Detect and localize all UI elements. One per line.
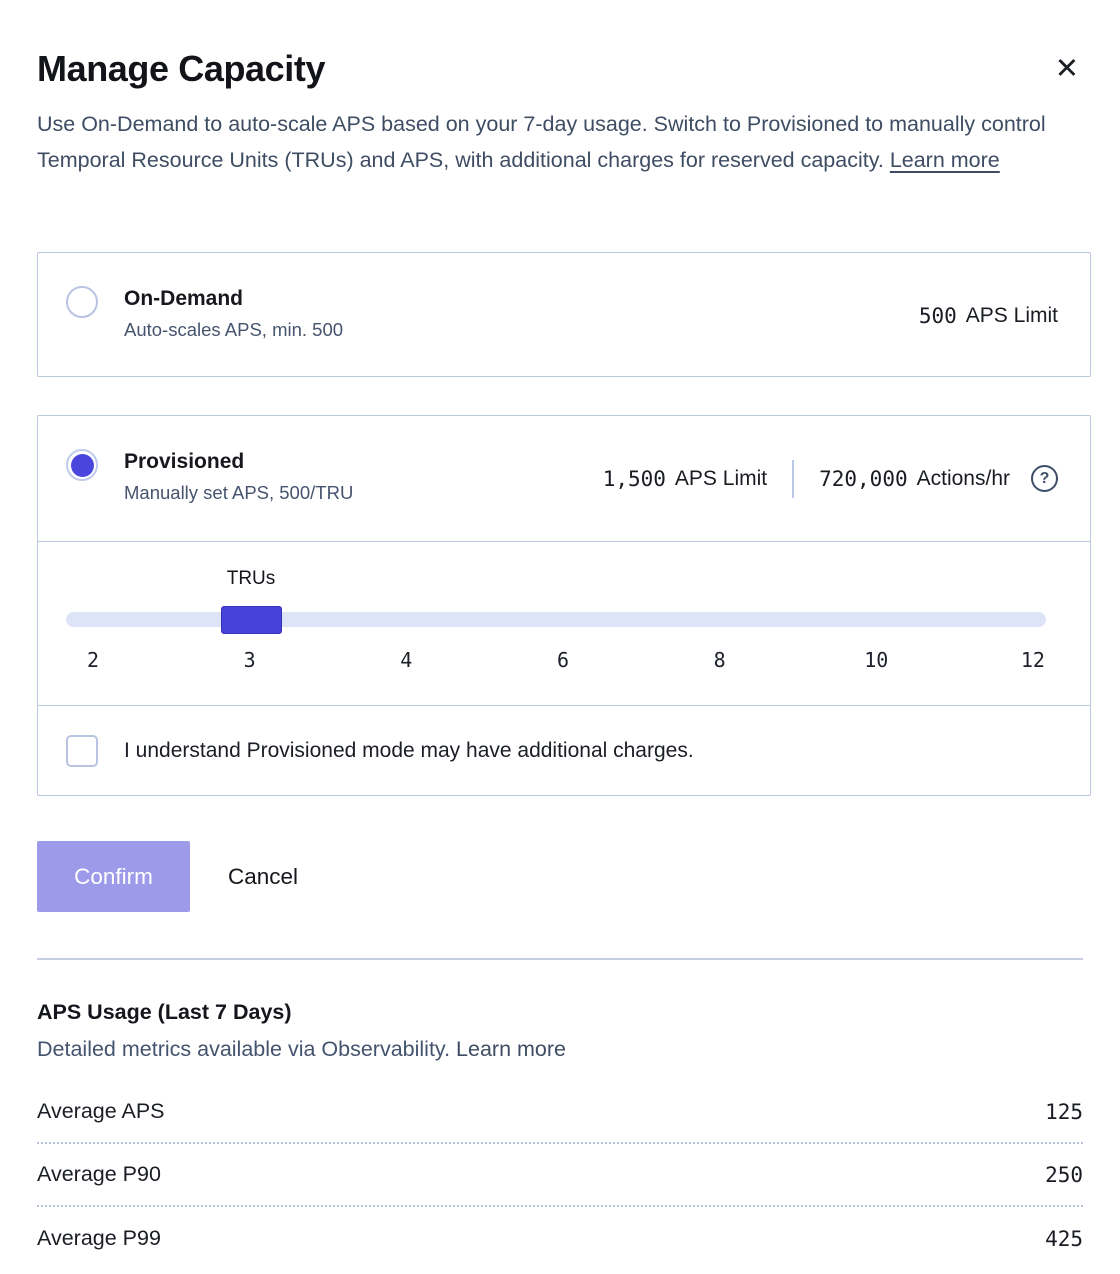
acknowledge-label: I understand Provisioned mode may have additional charges.	[124, 739, 694, 762]
on-demand-aps-limit	[919, 253, 1058, 378]
provisioned-aps-value: 1,500	[602, 466, 666, 491]
tick-label: 12	[1020, 648, 1045, 672]
page-title: Manage Capacity	[37, 48, 326, 89]
learn-more-link[interactable]: Learn more	[889, 148, 1000, 172]
confirm-button[interactable]: Confirm	[37, 841, 190, 912]
provisioned-limits	[603, 416, 1058, 541]
on-demand-row	[38, 253, 1090, 378]
tick-label: 2	[86, 648, 100, 672]
table-row	[37, 1081, 1083, 1144]
provisioned-label: Provisioned	[124, 450, 245, 473]
usage-row-label: Average APS	[37, 1099, 165, 1123]
table-row	[37, 1207, 1083, 1270]
tick-label: 4	[400, 648, 413, 672]
provisioned-radio[interactable]	[66, 449, 98, 481]
usage-table	[37, 1081, 1083, 1270]
usage-row-value: 425	[1045, 1226, 1083, 1251]
cancel-button[interactable]: Cancel	[210, 841, 316, 912]
on-demand-radio[interactable]	[66, 286, 98, 318]
tru-slider-section	[38, 541, 1090, 705]
section-divider	[37, 958, 1083, 960]
help-icon[interactable]: ?	[1031, 465, 1058, 492]
on-demand-sublabel: Auto-scales APS, min. 500	[124, 319, 344, 340]
tick-label: 6	[556, 648, 569, 672]
provisioned-actions-unit: Actions/hr	[916, 466, 1010, 490]
usage-row-label: Average P90	[37, 1162, 161, 1186]
on-demand-aps-value: 500	[918, 303, 957, 328]
modal-description	[37, 106, 1085, 178]
slider-tick-labels	[72, 648, 1054, 672]
on-demand-aps-unit: APS Limit	[965, 303, 1058, 327]
acknowledge-section	[38, 705, 1090, 794]
table-row	[37, 1144, 1083, 1207]
tick-label: 3	[243, 648, 256, 672]
provisioned-row	[38, 416, 1090, 541]
usage-section-subtitle	[37, 1037, 566, 1062]
acknowledge-checkbox[interactable]	[66, 735, 98, 767]
usage-row-value: 250	[1045, 1162, 1083, 1187]
close-icon[interactable]: ✕	[1054, 51, 1079, 85]
slider-label: TRUs	[226, 568, 276, 589]
vertical-divider	[792, 460, 794, 498]
option-card-provisioned[interactable]	[37, 415, 1091, 796]
usage-subtitle-text: Detailed metrics available via Observability.	[37, 1037, 451, 1061]
provisioned-aps-unit: APS Limit	[674, 466, 768, 490]
tick-label: 10	[864, 648, 889, 672]
tick-label: 8	[713, 648, 726, 672]
usage-row-label: Average P99	[37, 1226, 161, 1250]
provisioned-actions-value: 720,000	[819, 466, 908, 491]
usage-row-value: 125	[1045, 1099, 1083, 1124]
tru-slider-track[interactable]	[66, 612, 1046, 627]
provisioned-sublabel: Manually set APS, 500/TRU	[124, 482, 354, 503]
option-card-on-demand[interactable]	[37, 252, 1091, 377]
tru-slider-handle[interactable]	[221, 606, 282, 634]
usage-section-title: APS Usage (Last 7 Days)	[37, 1000, 292, 1024]
modal-description-text: Use On-Demand to auto-scale APS based on your 7-day usage. Switch to Provisioned to manually control Temporal Resource Units (TRUs) and APS, with additional charges for reserved capacity.	[37, 112, 1046, 172]
on-demand-label: On-Demand	[124, 287, 244, 310]
usage-learn-more-link[interactable]: Learn more	[456, 1037, 566, 1061]
